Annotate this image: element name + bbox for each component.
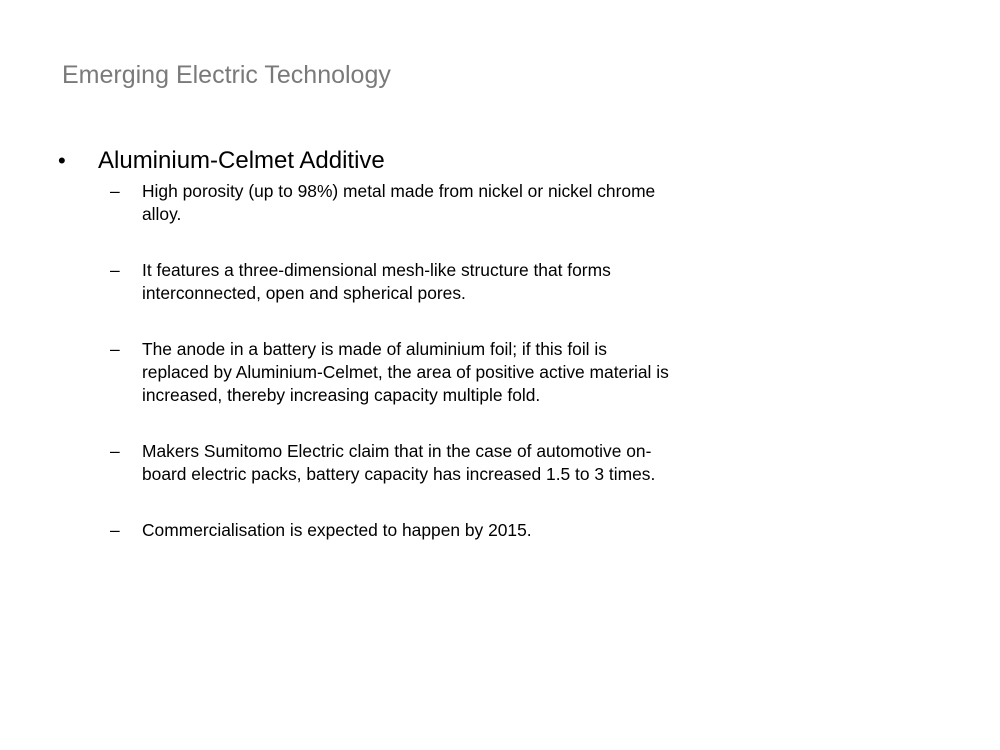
sub-bullet-text: The anode in a battery is made of aluminium foil; if this foil is replaced by Aluminium-Celmet, the area of positive active material is increased, thereby increasing capacity multiple fold. xyxy=(142,339,669,405)
bullet-block xyxy=(58,144,678,575)
sub-bullet-text: Makers Sumitomo Electric claim that in the case of automotive on-board electric packs, battery capacity has increased 1.5 to 3 times. xyxy=(142,441,656,484)
dash-icon: – xyxy=(110,441,120,461)
bullet-row xyxy=(58,144,678,178)
dash-icon: – xyxy=(110,339,120,359)
sub-bullet-item xyxy=(110,519,670,542)
sub-bullet-item xyxy=(110,180,670,226)
dash-icon: – xyxy=(110,260,120,280)
bullet-heading: Aluminium-Celmet Additive xyxy=(98,147,385,174)
sub-bullet-text: Commercialisation is expected to happen by 2015. xyxy=(142,520,532,540)
sub-bullet-text: High porosity (up to 98%) metal made from nickel or nickel chrome alloy. xyxy=(142,181,656,224)
sub-bullet-item xyxy=(110,440,670,486)
sub-bullet-item xyxy=(110,338,670,407)
sub-bullet-text: It features a three-dimensional mesh-like structure that forms interconnected, open and spherical pores. xyxy=(142,260,611,303)
sub-bullet-item xyxy=(110,259,670,305)
sub-bullet-list xyxy=(110,180,670,542)
dash-icon: – xyxy=(110,520,120,540)
dash-icon: – xyxy=(110,181,120,201)
bullet-dot-icon: • xyxy=(58,148,66,173)
slide-title: Emerging Electric Technology xyxy=(62,61,391,89)
